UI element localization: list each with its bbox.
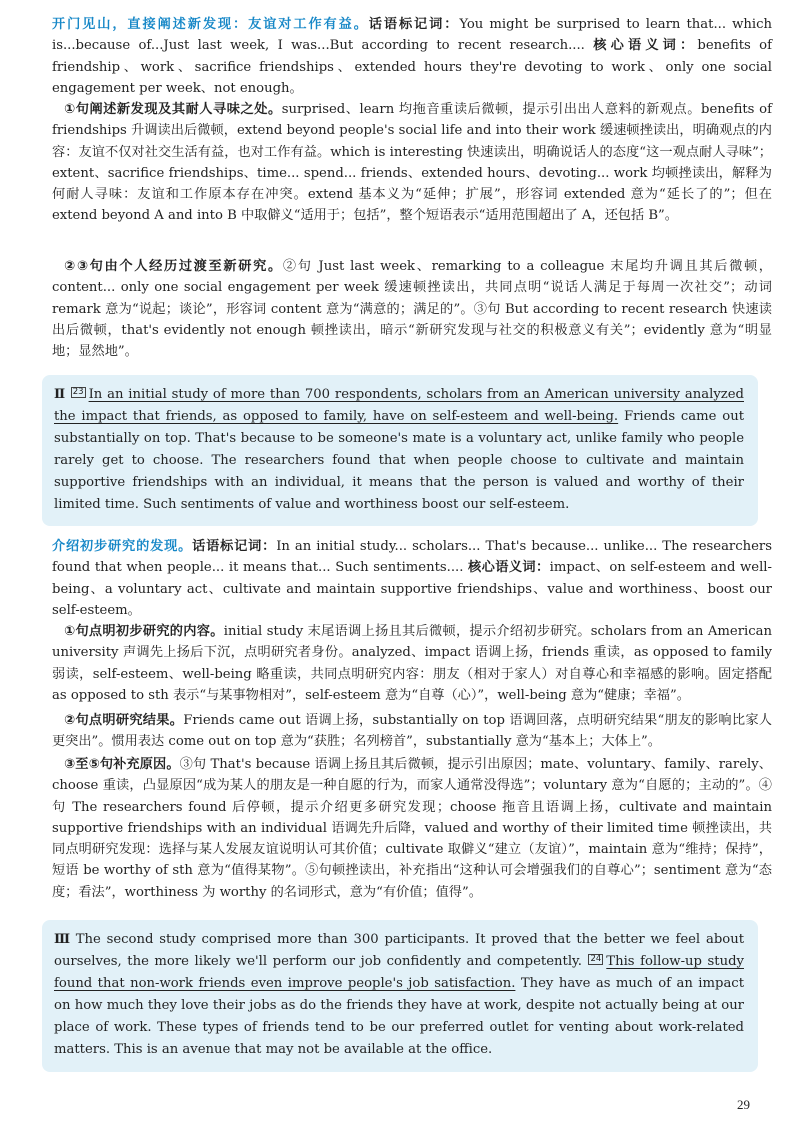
marker-label: 话语标记词： [368,17,460,32]
section1-point1 [52,99,772,227]
point-heading: ①句阐述新发现及其耐人寻味之处。 [64,102,282,117]
question-number-badge: 24 [590,954,602,964]
section2-intro [52,536,772,621]
section2-point3 [52,754,772,903]
point-heading: ②句点明研究结果。 [64,713,184,728]
section2-heading: 介绍初步研究的发现。 [52,539,193,554]
paragraph-numeral: Ⅲ [54,932,72,947]
section2-point1 [52,621,772,706]
marker-label: 话语标记词： [192,539,277,554]
marker-phrases: In an initial study... scholars... That's because... unlike... The researchers found that when people... it means that... Such sentiments.... [52,539,772,576]
section1-point2 [52,256,772,362]
passage-box-3 [42,920,758,1072]
underlined-sentence: This follow-up study found that non-work friends even improve people's job satisfaction. [54,954,744,991]
passage-box-2 [42,375,758,526]
keyword-label: 核心语义词： [468,560,550,576]
point-body: ②句 Just last week、remarking to a colleague 末尾均升调且其后微顿，content... only one social engagement per week 缓速顿挫读出，共同点明“说话人满足于每周一次社交”；动词 remark 意为“说起；谈论”，形容词 content 意为“满意的；满足的”。③句 But according to recent research 快速读出后微顿，that's evidently not enough 顿挫读出，暗示“新研究发现与社交的积极意义有关”；evidently 意为“明显地；显然地”。 [52,259,772,360]
section1-intro [52,14,772,99]
keyword-label: 核心语义词： [593,38,698,54]
paragraph-numeral: Ⅱ [54,387,66,402]
section2-point2 [52,710,772,753]
point-body: Friends came out 语调上扬，substantially on top 语调回落，点明研究结果“朋友的影响比家人更突出”。惯用表达 come out on top 意为“获胜；名列榜首”，substantially 意为“基本上；大体上”。 [52,713,772,750]
point-body: ③句 That's because 语调上扬且其后微顿，提示引出原因；mate、voluntary、family、rarely、choose 重读，凸显原因“成为某人的朋友是一种自愿的行为，而家人通常没得选”；voluntary 意为“自愿的；主动的”。④句 The researchers found 后停顿，提示介绍更多研究发现；choose 拖音且语调上扬，cultivate and maintain supportive friendships with an individual 语调先升后降，valued and worthy of their limited time 顿挫读出，共同点明研究发现：选择与某人发展友谊说明认可其价值；cultivate 取僻义“建立（友谊）”，maintain 意为“维持；保持”，短语 be worthy of sth 意为“值得某物”。⑤句顿挫读出，补充指出“这种认可会增强我们的自尊心”；sentiment 意为“态度；看法”，worthiness 为 worthy 的名词形式，意为“有价值；值得”。 [52,757,772,900]
keyword-phrases: benefits of friendship、work、sacrifice friendships、extended hours they're devoting to work、only one social engagement per week、not enough。 [52,38,772,96]
point-heading: ③至⑤句补充原因。 [64,757,180,772]
passage-text: The second study comprised more than 300 participants. It proved that the better we feel about ourselves, the more likely we'll perform our job confidently and competently. [54,932,745,969]
passage-text: They have as much of an impact on how much they love their jobs as do the friends they have at work, despite not actually being at our place of work. These types of friends tend to be our preferred outlet for venting about work-related matters. This is an avenue that may not be available at the office. [54,976,744,1057]
point-heading: ①句点明初步研究的内容。 [64,624,224,639]
question-number-badge: 23 [72,387,84,397]
passage-text: Friends came out substantially on top. That's because to be someone's mate is a voluntary act, unlike family who people rarely get to choose. The researchers found that when people choose to cultivate and maintain supportive friendships with an individual, it means that the person is valued and worthy of their limited time. Such sentiments of value and worthiness boost our self-esteem. [54,409,744,512]
page-number: 29 [737,1097,750,1112]
point-body: initial study 末尾语调上扬且其后微顿，提示介绍初步研究。scholars from an American university 声调先上扬后下沉，点明研究者身份。analyzed、impact 语调上扬，friends 重读，as opposed to family 弱读，self-esteem、well-being 略重读，共同点明研究内容：朋友（相对于家人）对自尊心和幸福感的影响。固定搭配 as opposed to sth 表示“与某事物相对”，self-esteem 意为“自尊（心）”，well-being 意为“健康；幸福”。 [52,624,772,703]
underlined-sentence: In an initial study of more than 700 respondents, scholars from an American university analyzed the impact that friends, as opposed to family, have on self-esteem and well-being. [54,387,744,424]
keyword-phrases: impact、on self-esteem and well-being、a voluntary act、cultivate and maintain supportive friendships、value and worthiness、boost our self-esteem。 [52,560,772,618]
section1-heading: 开门见山，直接阐述新发现：友谊对工作有益。 [52,17,369,32]
marker-phrases: You might be surprised to learn that... which is...because of...Just last week, I was...But according to recent research.... [52,17,773,54]
point-heading: ②③句由个人经历过渡至新研究。 [64,259,283,274]
point-body: surprised、learn 均拖音重读后微顿，提示引出出人意料的新观点。benefits of friendships 升调读出后微顿，extend beyond people's social life and into their work 缓速顿挫读出，明确观点的内容：友谊不仅对社交生活有益，也对工作有益。which is interesting 快速读出，明确说话人的态度“这一观点耐人寻味”；extent、sacrifice friendships、time... spend... friends、extended hours、devoting... work 均顿挫读出，解释为何耐人寻味：友谊和工作原本存在冲突。extend 基本义为“延伸；扩展”，形容词 extended 意为“延长了的”；但在 extend beyond A and into B 中取僻义“适用于；包括”，整个短语表示“适用范围超出了 A，还包括 B”。 [52,102,772,224]
